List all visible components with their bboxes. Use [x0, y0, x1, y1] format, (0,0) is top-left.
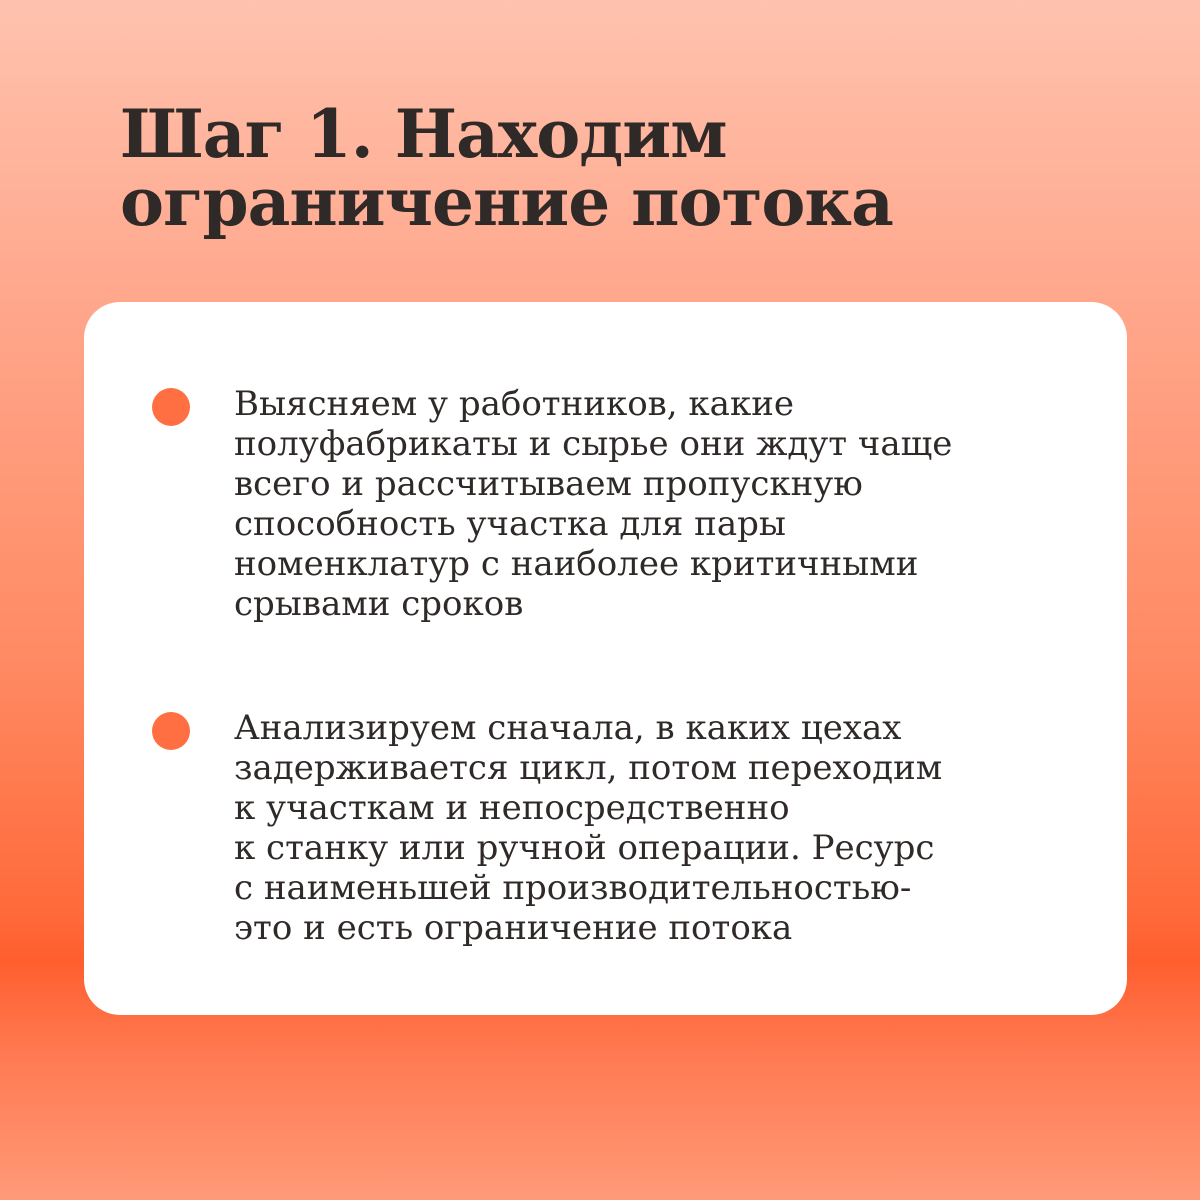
list-item-line: номенклатур с наиболее критичными [234, 544, 919, 584]
page-title-line-1: Шаг 1. Находим [120, 95, 727, 173]
bullet-dot-icon [152, 712, 190, 750]
page-title-line-2: ограничение потока [120, 163, 893, 241]
list-item-text [234, 708, 1114, 948]
list-item-line: задерживается цикл, потом переходим [234, 748, 943, 788]
list-item-line: Выясняем у работников, какие [234, 384, 794, 424]
list-item-line: к участкам и непосредственно [234, 788, 790, 828]
list-item-line: полуфабрикаты и сырье они ждут чаще [234, 424, 953, 464]
page-title [120, 95, 1120, 241]
list-item-text [234, 384, 1114, 624]
list-item-line: с наименьшей производительностью- [234, 868, 912, 908]
list-item-line: всего и рассчитываем пропускную [234, 464, 863, 504]
list-item-line: это и есть ограничение потока [234, 908, 793, 948]
list-item-line: к станку или ручной операции. Ресурс [234, 828, 935, 868]
list-item-line: способность участка для пары [234, 504, 786, 544]
content-card [84, 302, 1127, 1015]
list-item-line: Анализируем сначала, в каких цехах [234, 708, 902, 748]
bullet-dot-icon [152, 388, 190, 426]
list-item-line: срывами сроков [234, 584, 524, 624]
